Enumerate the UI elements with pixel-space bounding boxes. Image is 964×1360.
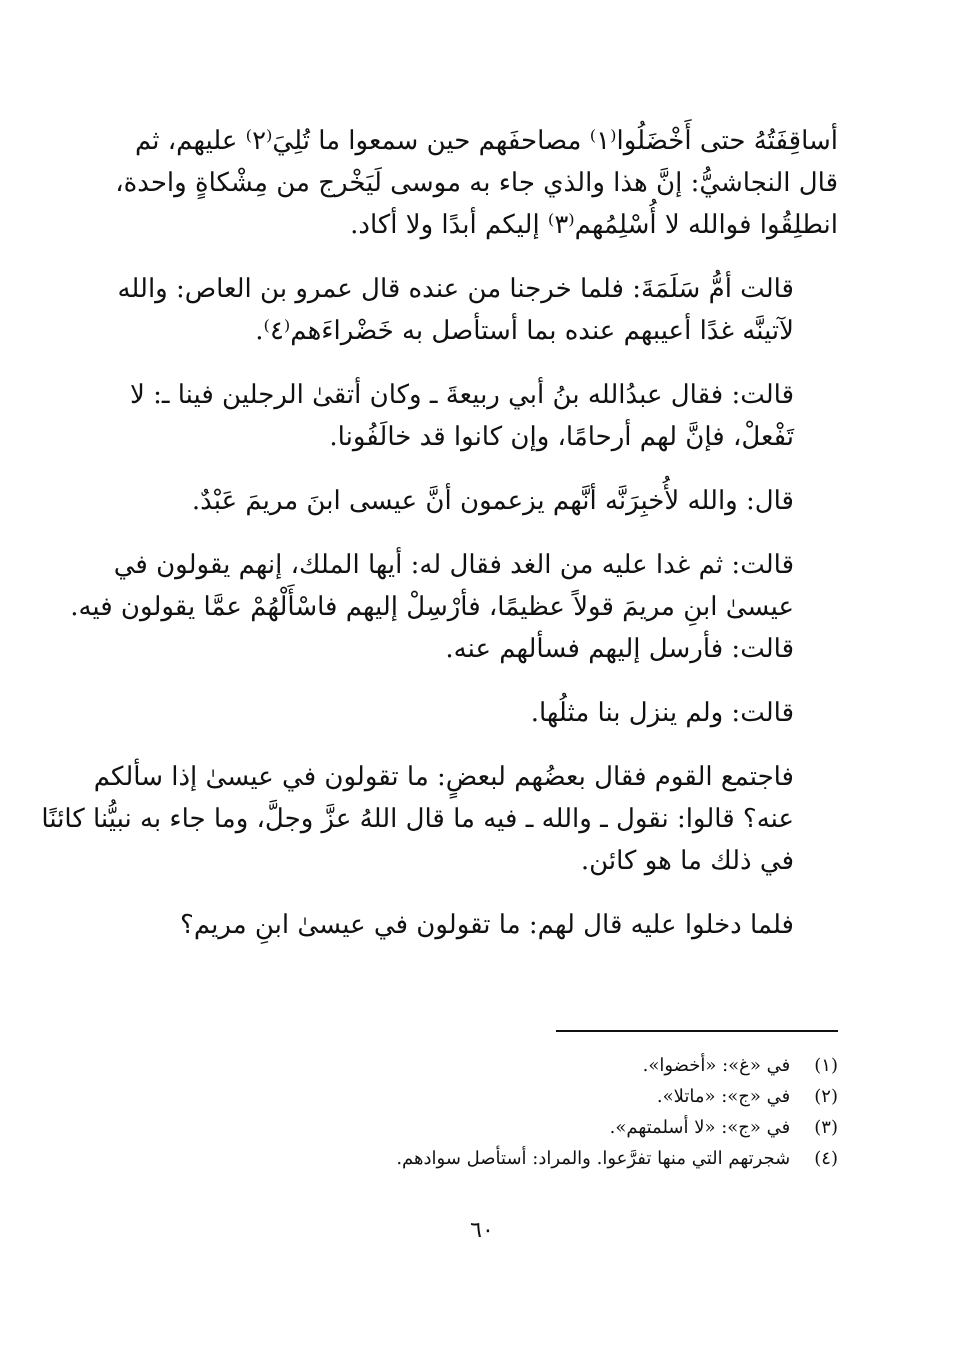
paragraph-1 (115, 120, 838, 246)
footnote-text: في «ج»: «ماتلا». (656, 1086, 791, 1107)
text-line: قالت أمُّ سَلَمَةَ: فلما خرجنا من عنده قال عمرو بن العاص: والله (117, 274, 794, 304)
paragraph-6 (128, 692, 838, 734)
footnote-number: (٤) (814, 1148, 838, 1169)
footnote-text: في «ج»: «لا أسلمتهم». (609, 1117, 791, 1138)
text-line: قالت: فأرسل إليهم فسألهم عنه. (445, 634, 794, 664)
footnote-number: (٣) (814, 1117, 838, 1138)
text-line: قال: والله لأُخبِرَنَّه أنَّهم يزعمون أنَّ عيسى ابنَ مريمَ عَبْدٌ. (191, 486, 794, 516)
footnote-text: في «غ»: «أخضوا». (642, 1055, 791, 1076)
text-line: قالت: فقال عبدُالله بنُ أبي ربيعةَ ـ وكان أتقىٰ الرجلين فينا ـ: لا (129, 380, 794, 410)
paragraph-5 (70, 544, 838, 670)
footnote-4 (300, 1143, 838, 1174)
text-line: عنه؟ قالوا: نقول ـ والله ـ فيه ما قال اللهُ عزَّ وجلَّ، وما جاء به نبيُّنا كائنًا (41, 804, 794, 834)
footnote-3 (300, 1112, 838, 1143)
text-line: لآتينَّه غدًا أعيبهم عنده بما أستأصل به خَضْراءَهم⁽٤⁾. (255, 316, 794, 346)
text-line: تَفْعلْ، فإنَّ لهم أرحامًا، وإن كانوا قد خالَفُونا. (329, 422, 794, 452)
footnote-text: شجرتهم التي منها تفرَّعوا. والمراد: أستأصل سوادهم. (396, 1148, 791, 1169)
text-line: فلما دخلوا عليه قال لهم: ما تقولون في عيسىٰ ابنِ مريم؟ (180, 910, 794, 940)
paragraph-8 (128, 904, 838, 946)
text-line: عيسىٰ ابنِ مريمَ قولاً عظيمًا، فأرْسِلْ إليهم فاسْأَلْهُمْ عمَّا يقولون فيه. (70, 592, 794, 622)
text-line: قالت: ثم غدا عليه من الغد فقال له: أيها الملك، إنهم يقولون في (113, 550, 794, 580)
footnote-number: (٢) (814, 1086, 838, 1107)
text-line: أساقِفَتُهُ حتى أَخْضَلُوا⁽١⁾ مصاحفَهم حين سمعوا ما تُلِيَ⁽٢⁾ عليهم، ثم (134, 126, 838, 156)
footnotes (300, 1050, 838, 1174)
footnote-1 (300, 1050, 838, 1081)
footnote-separator (556, 1030, 838, 1032)
paragraph-3 (128, 374, 838, 458)
text-line: قال النجاشيُّ: إنَّ هذا والذي جاء به موسى لَيَخْرج من مِشْكاةٍ واحدة، (115, 168, 838, 198)
page-number: ٦٠ (470, 1218, 494, 1243)
text-line: فاجتمع القوم فقال بعضُهم لبعضٍ: ما تقولون في عيسىٰ إذا سألكم (93, 762, 794, 792)
paragraph-7 (41, 756, 838, 882)
paragraph-4 (128, 480, 838, 522)
paragraph-2 (117, 268, 838, 352)
text-line: في ذلك ما هو كائن. (580, 846, 794, 876)
body-text (41, 120, 838, 968)
footnote-number: (١) (814, 1055, 838, 1076)
text-line: قالت: ولم ينزل بنا مثلُها. (530, 698, 794, 728)
text-line: انطلِقُوا فوالله لا أُسْلِمُهم⁽٣⁾ إليكم أبدًا ولا أكاد. (350, 210, 838, 240)
footnote-2 (300, 1081, 838, 1112)
